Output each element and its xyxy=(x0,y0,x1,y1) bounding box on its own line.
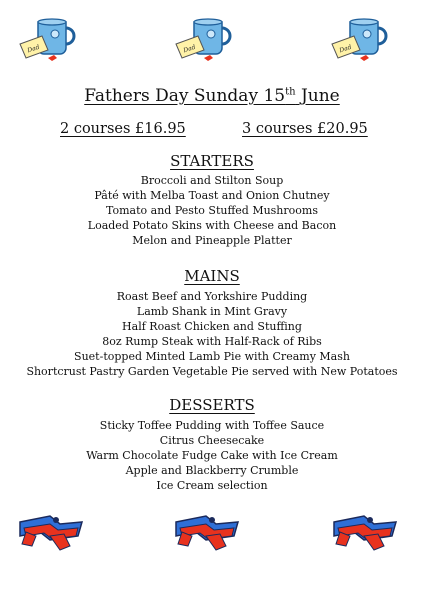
mains-heading: MAINS xyxy=(184,267,240,285)
dad-mug-icon xyxy=(330,14,390,66)
mug-tag-label: Dad xyxy=(338,43,353,55)
list-item: Sticky Toffee Pudding with Toffee Sauce xyxy=(99,419,325,432)
menu-title xyxy=(0,86,424,106)
list-item: Shortcrust Pastry Garden Vegetable Pie served with New Potatoes xyxy=(26,365,398,378)
mug-tag-label: Dad xyxy=(182,43,197,55)
starters-heading: STARTERS xyxy=(170,152,254,170)
starters-list xyxy=(0,173,424,248)
list-item: Melon and Pineapple Platter xyxy=(132,234,292,247)
price-three-courses: 3 courses £20.95 xyxy=(242,121,368,137)
mains-list xyxy=(0,289,424,379)
list-item: Roast Beef and Yorkshire Pudding xyxy=(116,290,308,303)
list-item: Suet-topped Minted Lamb Pie with Creamy Mash xyxy=(74,350,350,363)
desserts-list xyxy=(0,418,424,493)
list-item: Broccoli and Stilton Soup xyxy=(140,174,284,187)
race-car-icon xyxy=(172,508,242,558)
list-item: Warm Chocolate Fudge Cake with Ice Cream xyxy=(86,449,338,462)
list-item: Loaded Potato Skins with Cheese and Bacon xyxy=(87,219,337,232)
menu-title-suffix: th xyxy=(285,86,296,98)
race-car-icon xyxy=(16,508,86,558)
price-two-courses: 2 courses £16.95 xyxy=(60,121,186,137)
list-item: Apple and Blackberry Crumble xyxy=(125,464,299,477)
race-car-icon xyxy=(330,508,400,558)
list-item: Ice Cream selection xyxy=(156,479,268,492)
list-item: Half Roast Chicken and Stuffing xyxy=(122,320,302,333)
list-item: Lamb Shank in Mint Gravy xyxy=(136,305,288,318)
dad-mug-icon xyxy=(174,14,234,66)
menu-title-rest: June xyxy=(295,86,340,106)
dad-mug-icon xyxy=(18,14,78,66)
menu-title-main: Fathers Day Sunday 15 xyxy=(84,86,286,106)
list-item: Pâté with Melba Toast and Onion Chutney xyxy=(94,189,330,202)
list-item: 8oz Rump Steak with Half-Rack of Ribs xyxy=(102,335,322,348)
mug-tag-label: Dad xyxy=(26,43,41,55)
list-item: Tomato and Pesto Stuffed Mushrooms xyxy=(106,204,318,217)
desserts-heading: DESSERTS xyxy=(169,396,255,414)
list-item: Citrus Cheesecake xyxy=(159,434,265,447)
